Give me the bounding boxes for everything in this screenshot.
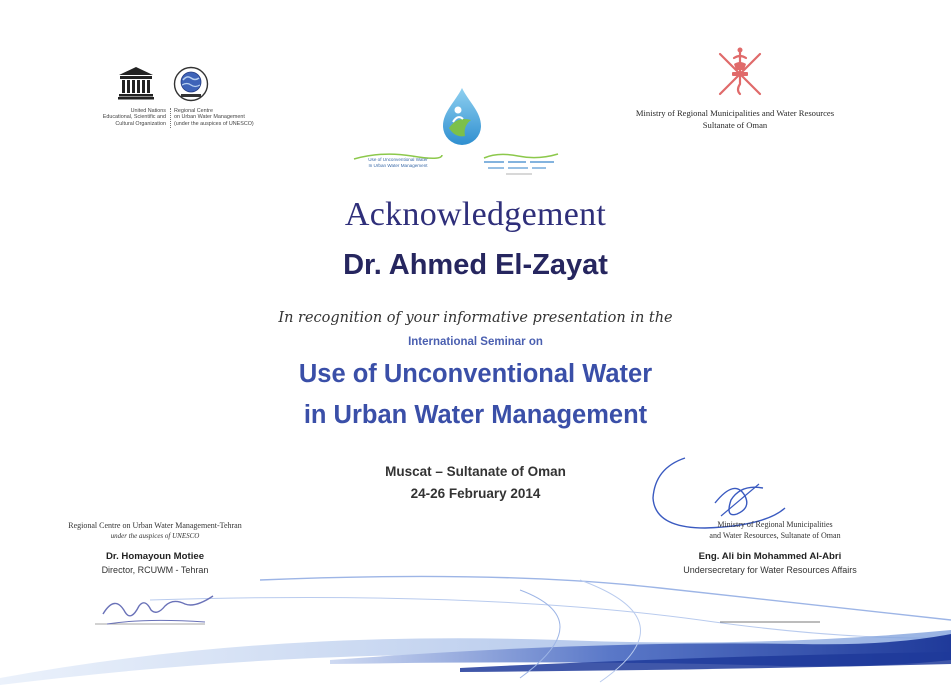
seminar-title-line-1: Use of Unconventional Water xyxy=(298,360,653,388)
seminar-intro: International Seminar on xyxy=(408,336,543,348)
certificate-title: Acknowledgement xyxy=(344,196,607,233)
left-org-line-1: Regional Centre on Urban Water Management-Tehran xyxy=(68,521,242,530)
right-org-line-2: and Water Resources, Sultanate of Oman xyxy=(709,531,841,540)
event-dates: 24-26 February 2014 xyxy=(410,486,541,501)
right-signatory-org xyxy=(670,519,880,541)
rcuwm-line-3: (under the auspices of UNESCO) xyxy=(174,120,254,127)
left-signatory-org xyxy=(40,520,270,542)
left-handwritten-signature xyxy=(95,584,220,634)
right-signatory-name: Eng. Ali bin Mohammed Al-Abri xyxy=(698,551,842,562)
right-signatory-role: Undersecretary for Water Resources Affairs xyxy=(683,565,857,575)
seminar-logo-line-2: In Urban Water Management xyxy=(368,163,428,168)
seminar-logo-english xyxy=(352,150,444,182)
unesco-rcuwm-logo-block xyxy=(80,66,280,136)
seminar-logo-line-1: Use of Unconventional Water xyxy=(368,157,428,162)
unesco-temple-icon xyxy=(117,66,155,100)
ministry-header-line-1: Ministry of Regional Municipalities and Water Resources xyxy=(635,108,835,118)
oman-emblem-icon xyxy=(712,44,768,100)
unesco-line-3: Cultural Organization xyxy=(115,120,166,127)
unesco-line-2: Educational, Scientific and xyxy=(102,114,166,121)
left-org-line-2: under the auspices of UNESCO xyxy=(110,532,200,540)
seminar-logo-arabic-icon xyxy=(478,150,562,182)
left-signatory-name: Dr. Homayoun Motiee xyxy=(105,551,205,562)
seminar-title-line-2: in Urban Water Management xyxy=(303,401,648,429)
rcuwm-globe-icon xyxy=(173,66,209,102)
event-location: Muscat – Sultanate of Oman xyxy=(385,464,566,479)
rcuwm-line-2: on Urban Water Management xyxy=(174,114,245,121)
logo-divider xyxy=(170,108,172,128)
rcuwm-line-1: Regional Centre xyxy=(174,108,213,114)
recognition-text: In recognition of your informative presentation in the xyxy=(278,310,673,326)
right-org-line-1: Ministry of Regional Municipalities xyxy=(717,520,833,529)
unesco-org-name xyxy=(80,108,166,127)
rcuwm-org-name xyxy=(174,108,284,127)
unesco-line-1: United Nations xyxy=(130,108,166,114)
left-signatory-role: Director, RCUWM - Tehran xyxy=(101,565,209,575)
ministry-header-text xyxy=(600,108,870,131)
recipient-name: Dr. Ahmed El-Zayat xyxy=(343,249,608,281)
water-drop-logo-icon xyxy=(441,86,483,146)
ministry-header-line-2: Sultanate of Oman xyxy=(702,119,768,130)
